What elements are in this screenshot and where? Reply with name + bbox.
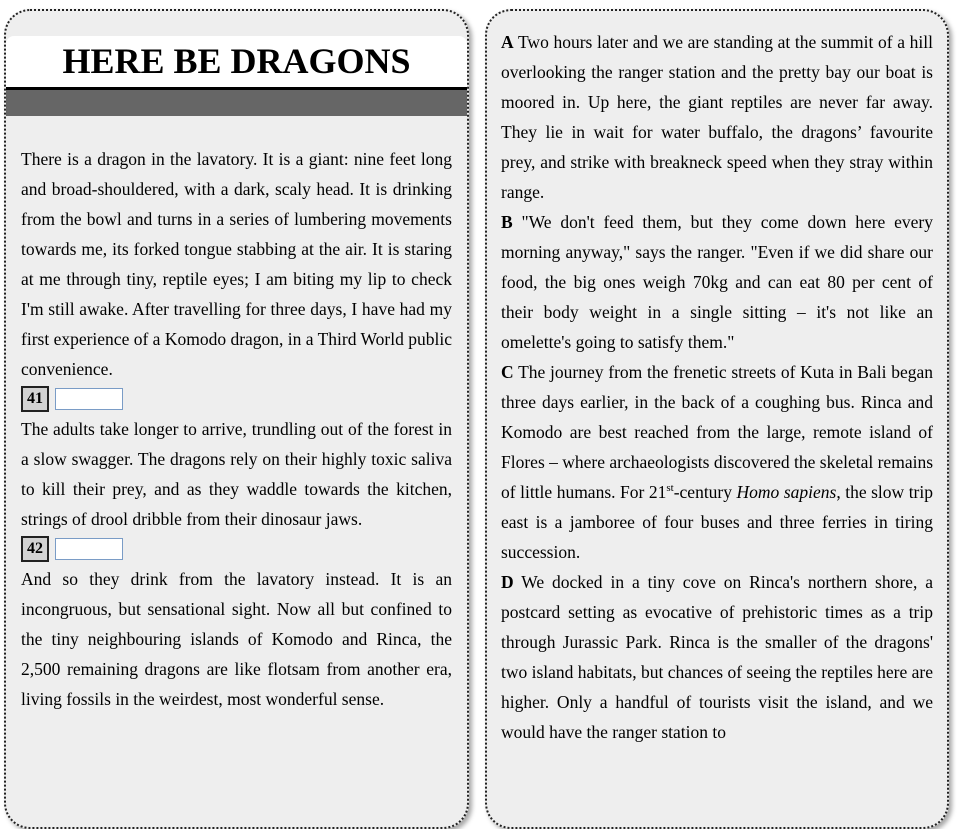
option-text: , the slow trip east is a jamboree of four buses and three ferries in tiring succession.: [501, 482, 933, 562]
option-c: [501, 357, 933, 567]
paragraph: The adults take longer to arrive, trundling out of the forest in a slow swagger. The dragons rely on their highly toxic saliva to kill their prey, and as they waddle towards the kitchen, strings of drool dribble from their dinosaur jaws.: [21, 419, 452, 529]
header: [6, 36, 467, 90]
article-panel: [4, 9, 469, 829]
option-d: [501, 567, 933, 747]
option-letter: D: [501, 572, 514, 592]
option-b: [501, 207, 933, 357]
option-a: [501, 27, 933, 207]
option-letter: C: [501, 362, 514, 382]
page-title: HERE BE DRAGONS: [62, 41, 411, 81]
option-letter: B: [501, 212, 513, 232]
gap-42: [21, 534, 452, 564]
italic-text: Homo sapiens: [736, 482, 837, 502]
question-number: 42: [21, 536, 49, 562]
option-text: -century: [673, 482, 737, 502]
superscript: st: [666, 482, 674, 495]
option-text: Two hours later and we are standing at the summit of a hill overlooking the ranger station and the pretty bay our boat is moored in. Up here, the giant reptiles are never far away. They lie in wait for water buffalo, the dragons’ favourite prey, and strike with breakneck speed when they stray within range.: [501, 32, 933, 202]
options-panel: [485, 9, 949, 829]
option-text: The journey from the frenetic streets of Kuta in Bali began three days earlier, in the back of a coughing bus. Rinca and Komodo are best reached from the large, remote island of Flores – where archaeologists discovered the skeletal remains of little humans. For 21: [501, 362, 934, 502]
gap-41: [21, 384, 452, 414]
question-number: 41: [21, 386, 49, 412]
answer-input-42[interactable]: [55, 538, 123, 560]
option-letter: A: [501, 32, 514, 52]
header-bar: [6, 90, 467, 116]
option-text: "We don't feed them, but they come down here every morning anyway," says the ranger. "Even if we did share our food, the big ones weigh 70kg and can eat 80 per cent of their body weight in a single sitting – it's not like an omelette's going to satisfy them.": [501, 212, 933, 352]
option-text: We docked in a tiny cove on Rinca's northern shore, a postcard setting as evocative of prehistoric times as a trip through Jurassic Park. Rinca is the smaller of the dragons' two island habitats, but chances of seeing the reptiles here are higher. Only a handful of tourists visit the island, and we would have the ranger station to: [501, 572, 933, 742]
answer-input-41[interactable]: [55, 388, 123, 410]
paragraph: There is a dragon in the lavatory. It is a giant: nine feet long and broad-shouldered, with a dark, scaly head. It is drinking from the bowl and turns in a series of lumbering movements towards me, its forked tongue stabbing at the air. It is staring at me through tiny, reptile eyes; I am biting my lip to check I'm still awake. After travelling for three days, I have had my first experience of a Komodo dragon, in a Third World public convenience.: [21, 149, 452, 379]
paragraph: And so they drink from the lavatory instead. It is an incongruous, but sensational sight. Now all but confined to the tiny neighbouring islands of Komodo and Rinca, the 2,500 remaining dragons are like flotsam from another era, living fossils in the weirdest, most wonderful sense.: [21, 569, 452, 709]
